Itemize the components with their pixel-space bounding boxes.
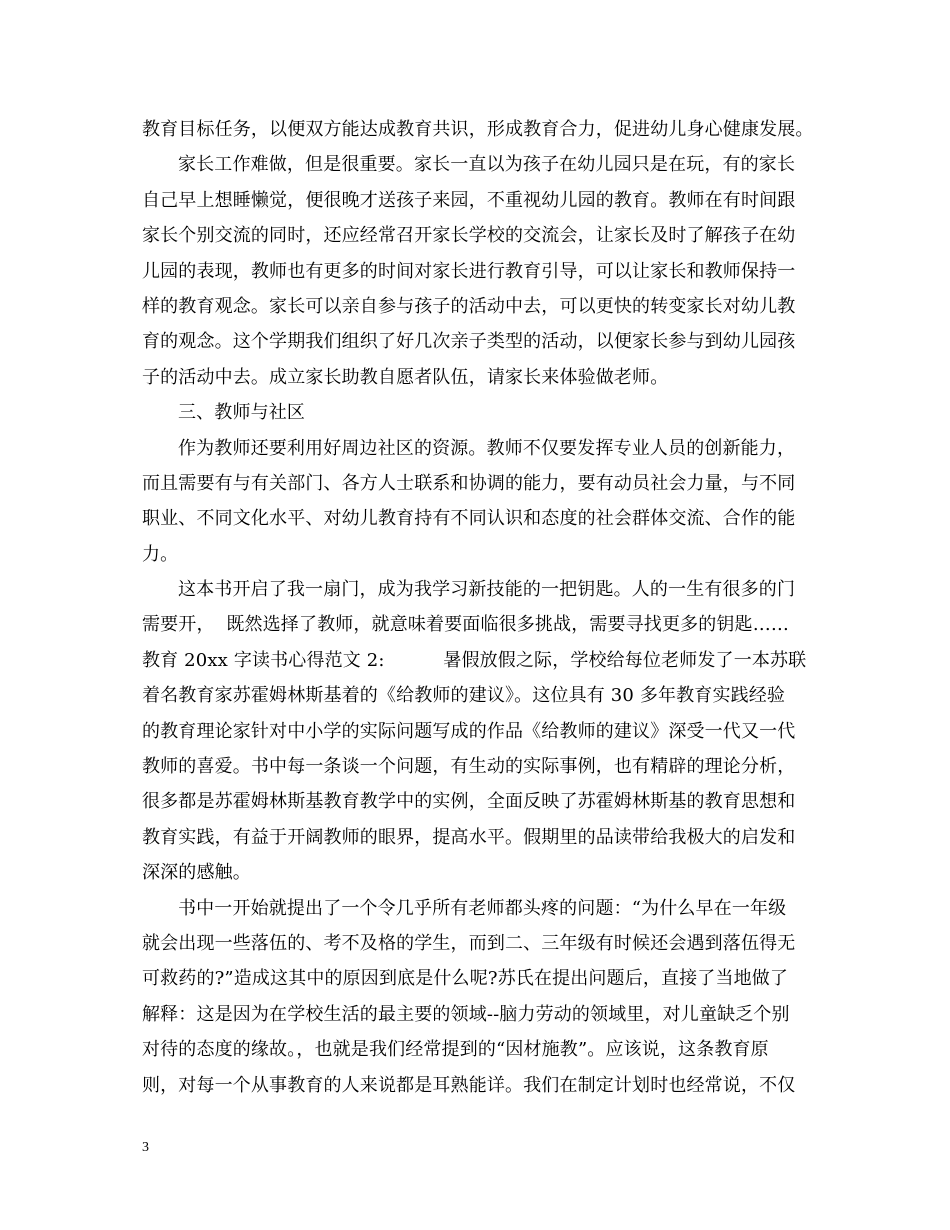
text-line: 力。	[142, 543, 179, 565]
text-line: 作为教师还要利用好周边社区的资源。教师不仅要发挥专业人员的创新能力，	[178, 437, 796, 459]
text-line: 儿园的表现，教师也有更多的时间对家长进行教育引导，可以让家长和教师保持一	[142, 260, 796, 282]
text-line: 这本书开启了我一扇门，成为我学习新技能的一把钥匙。人的一生有很多的门	[178, 579, 796, 601]
text-line: 家长个别交流的同时，还应经常召开家长学校的交流会，让家长及时了解孩子在幼	[142, 225, 796, 247]
text-line: 就会出现一些落伍的、考不及格的学生，而到二、三年级有时候还会遇到落伍得无	[142, 932, 796, 954]
text-line: 教育目标任务，以便双方能达成教育共识，形成教育合力，促进幼儿身心健康发展。	[142, 119, 814, 140]
text-line: 育的观念。这个学期我们组织了好几次亲子类型的活动，以便家长参与到幼儿园孩	[142, 331, 796, 353]
text-line: 而且需要有与有关部门、各方人士联系和协调的能力，要有动员社会力量，与不同	[142, 472, 796, 494]
text-line: 则，对每一个从事教育的人来说都是耳熟能详。我们在制定计划时也经常说，不仅	[142, 1074, 796, 1096]
text-line: 自己早上想睡懒觉，便很晚才送孩子来园，不重视幼儿园的教育。教师在有时间跟	[142, 189, 796, 211]
text-line: 职业、不同文化水平、对幼儿教育持有不同认识和态度的社会群体交流、合作的能	[142, 508, 796, 530]
document-body	[142, 112, 822, 1103]
text-line: 教育实践，有益于开阔教师的眼界，提高水平。假期里的品读带给我极大的启发和	[142, 826, 796, 848]
text-line: 可救药的?”造成这其中的原因到底是什么呢?苏氏在提出问题后，直接了当地做了	[142, 968, 789, 990]
text-line: 教育 20xx 字读书心得范文 2: 暑假放假之际，学校给每位老师发了一本苏联	[142, 649, 807, 671]
text-line: 书中一开始就提出了一个令几乎所有老师都头疼的问题：“为什么早在一年级	[178, 897, 787, 919]
section-heading: 三、教师与社区	[178, 402, 306, 424]
text-line: 深深的感触。	[142, 862, 251, 884]
text-line: 很多都是苏霍姆林斯基教育教学中的实例，全面反映了苏霍姆林斯基的教育思想和	[142, 791, 796, 813]
text-line: 的教育理论家针对中小学的实际问题写成的作品《给教师的建议》深受一代又一代	[142, 720, 796, 742]
page-number: 3	[142, 1140, 149, 1155]
text-line: 解释：这是因为在学校生活的最主要的领域--脑力劳动的领域里，对儿童缺乏个别	[142, 1003, 790, 1025]
text-line: 着名教育家苏霍姆林斯基着的《给教师的建议》。这位具有 30 多年教育实践经验	[142, 685, 786, 707]
text-line: 需要开， 既然选择了教师，就意味着要面临很多挑战，需要寻找更多的钥匙……	[142, 614, 789, 636]
text-line: 样的教育观念。家长可以亲自参与孩子的活动中去，可以更快的转变家长对幼儿教	[142, 295, 796, 317]
text-line: 对待的态度的缘故。，也就是我们经常提到的“因材施教”。应该说，这条教育原	[142, 1039, 769, 1061]
text-line: 教师的喜爱。书中每一条谈一个问题，有生动的实际事例，也有精辟的理论分析，	[142, 756, 796, 778]
text-line: 家长工作难做，但是很重要。家长一直以为孩子在幼儿园只是在玩，有的家长	[178, 154, 796, 176]
text-line: 子的活动中去。成立家长助教自愿者队伍，请家长来体验做老师。	[142, 366, 669, 388]
